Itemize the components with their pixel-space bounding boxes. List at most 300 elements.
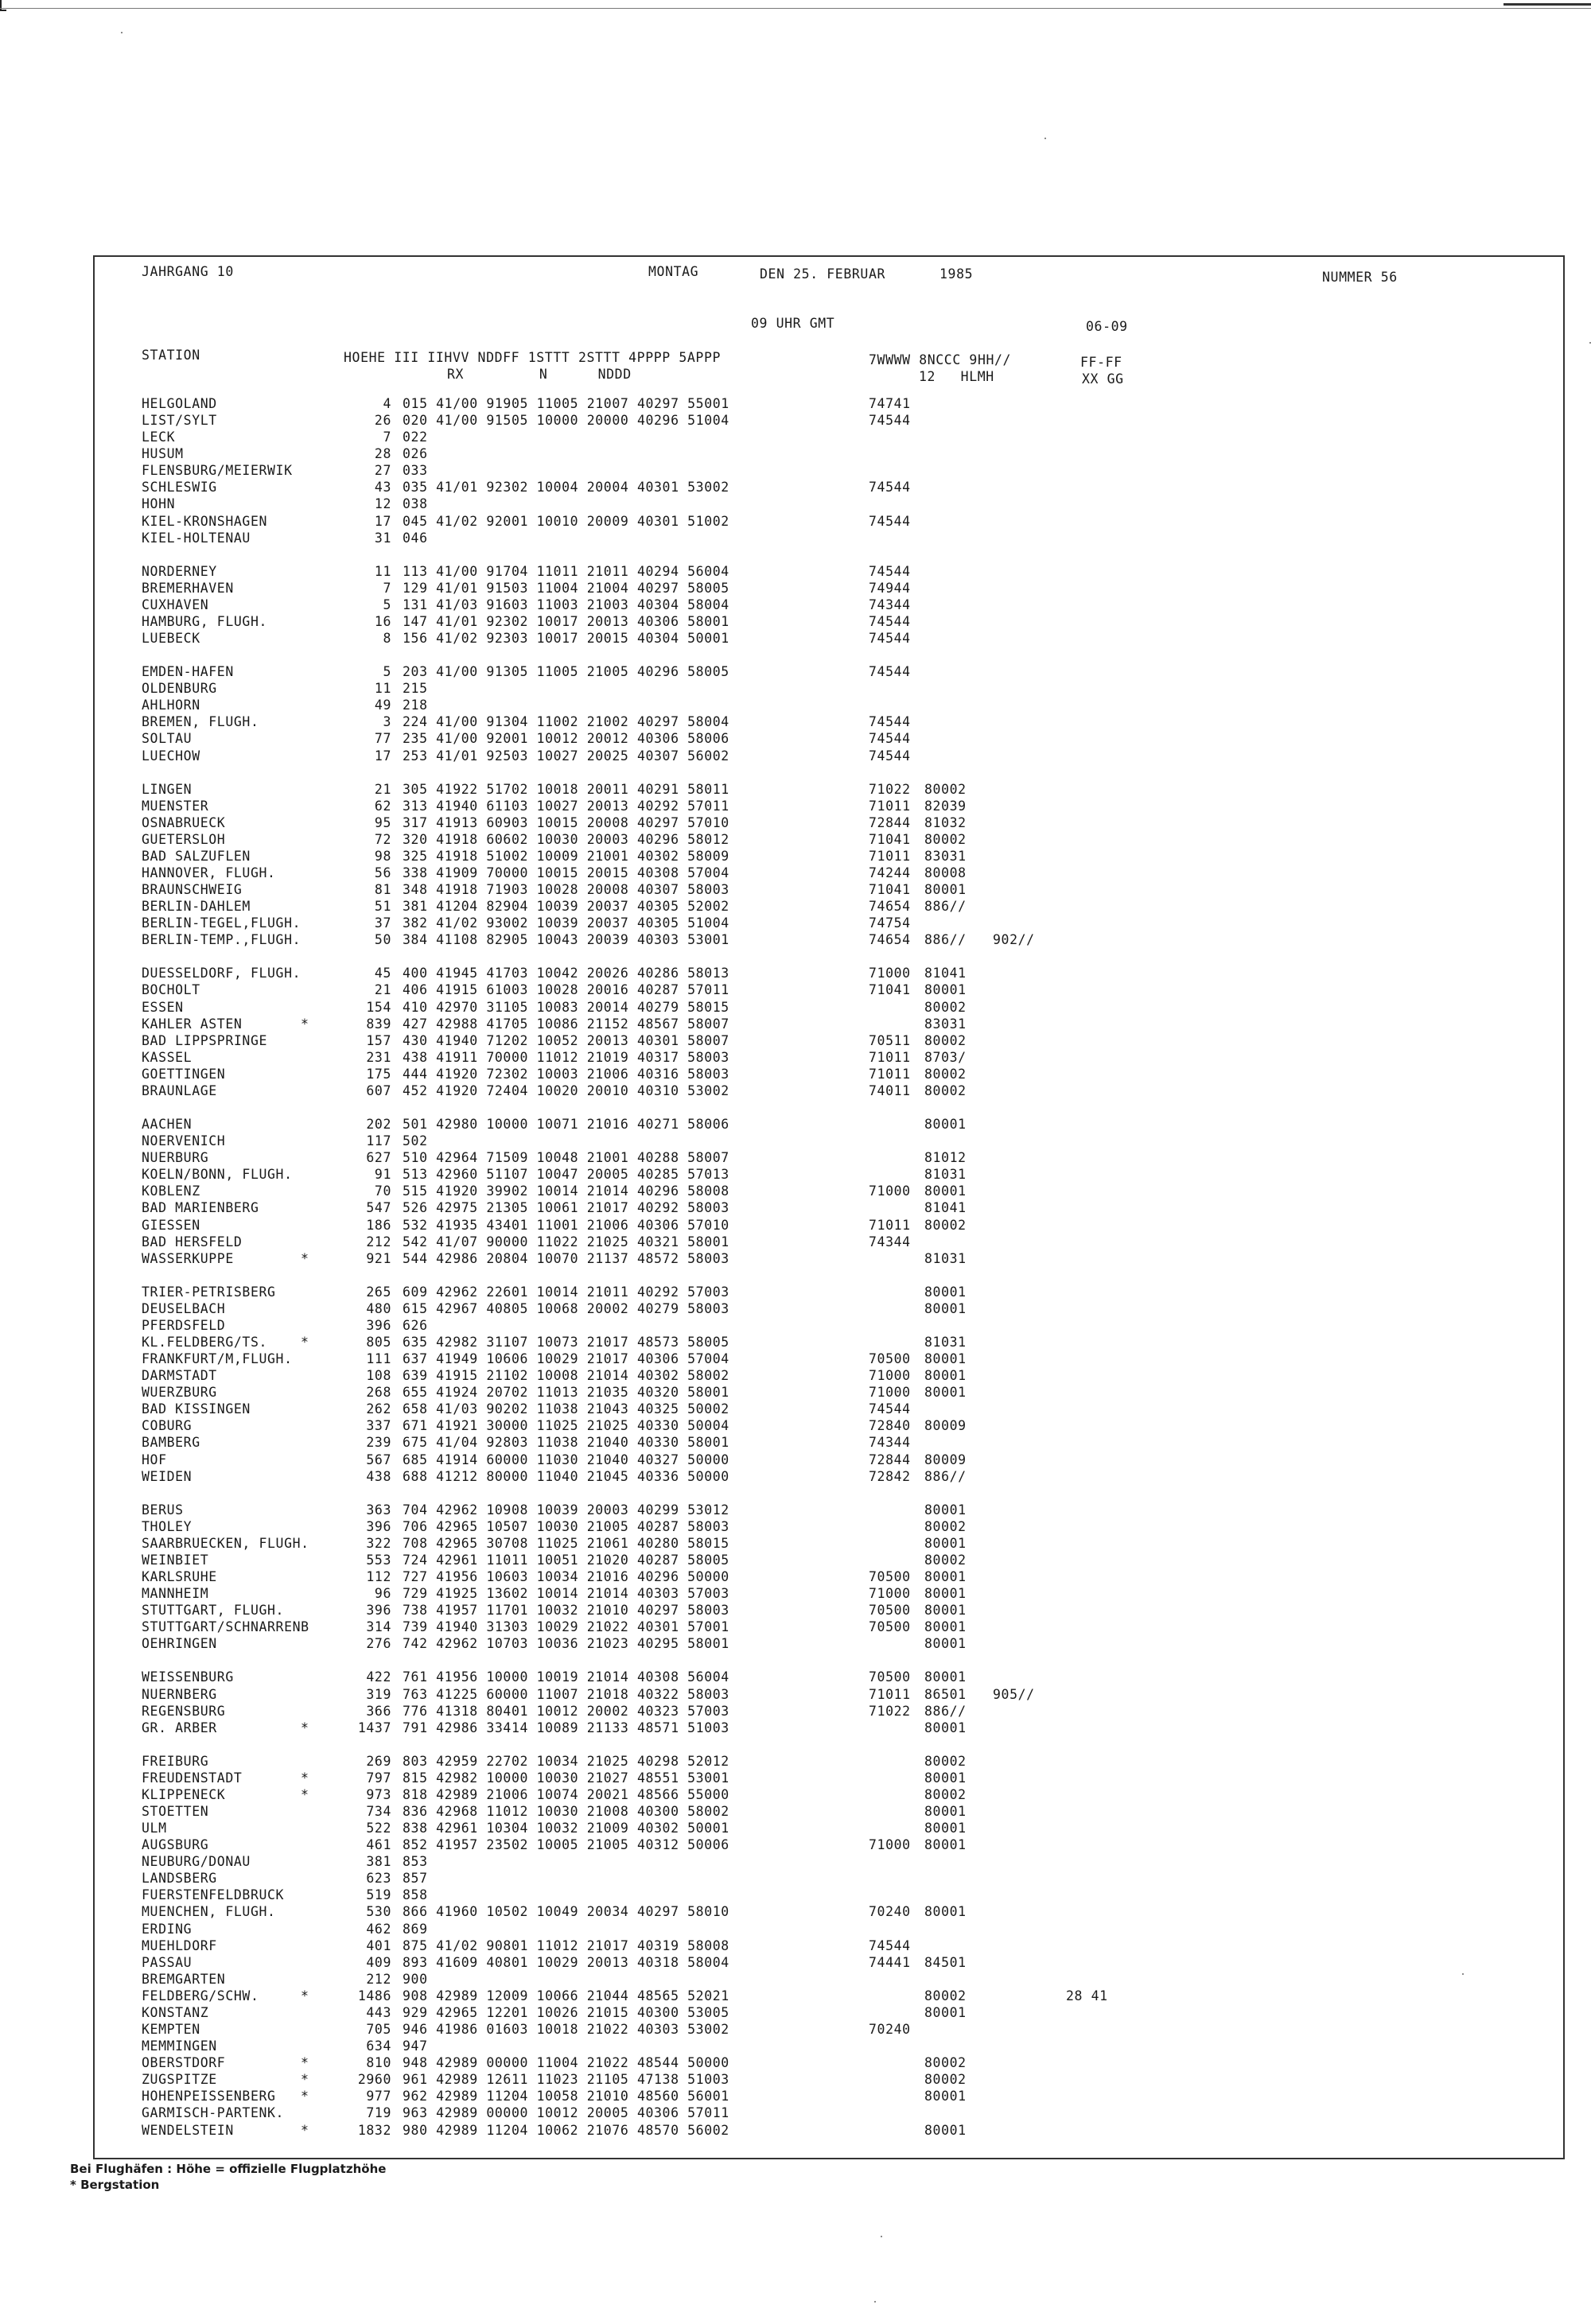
station-name: BAD LIPPSPRINGE (142, 1033, 268, 1048)
synop-groups: 502 (403, 1133, 428, 1148)
cloud-group: 80001 (924, 1720, 967, 1735)
station-name: PFERDSFELD (142, 1318, 226, 1333)
station-height: 797 (366, 1770, 391, 1786)
synop-groups: 609 42962 22601 10014 21011 40292 57003 (403, 1284, 729, 1300)
cloud-group: 8703/ (924, 1050, 967, 1065)
synop-groups: 382 41/02 93002 10039 20037 40305 51004 (403, 915, 729, 931)
weather-group: 70500 (869, 1569, 911, 1584)
table-row (0, 613, 1591, 630)
cloud-group: 80001 (924, 1904, 967, 1919)
station-name: SAARBRUECKEN, FLUGH. (142, 1536, 309, 1551)
cloud-group: 886// (924, 932, 967, 947)
station-name: REGENSBURG (142, 1704, 226, 1719)
mountain-station-marker: * (301, 2055, 309, 2070)
station-height: 607 (366, 1083, 391, 1098)
station-name: ESSEN (142, 1000, 184, 1015)
station-name: BERLIN-TEMP.,FLUGH. (142, 932, 301, 947)
weather-group: 71011 (869, 1218, 911, 1233)
synop-groups: 961 42989 12611 11023 21105 47138 51003 (403, 2072, 729, 2087)
cloud-group: 83031 (924, 1016, 967, 1032)
table-row (0, 1199, 1591, 1216)
table-row (0, 429, 1591, 445)
cloud-group: 80002 (924, 1000, 967, 1015)
synop-groups: 635 42982 31107 10073 21017 48573 58005 (403, 1335, 729, 1350)
station-height: 117 (366, 1133, 391, 1148)
synop-groups: 857 (403, 1871, 428, 1886)
station-height: 31 (374, 530, 391, 546)
table-row (0, 1317, 1591, 1334)
synop-groups: 639 41915 21102 10008 21014 40302 58002 (403, 1368, 729, 1383)
station-name: BERLIN-TEGEL,FLUGH. (142, 915, 301, 931)
station-height: 461 (366, 1837, 391, 1852)
station-height: 262 (366, 1401, 391, 1417)
synop-groups: 510 42964 71509 10048 21001 40288 58007 (403, 1150, 729, 1165)
station-name: LINGEN (142, 782, 193, 797)
column-header-wind-sub: XX GG (1082, 371, 1124, 387)
cloud-group: 80002 (924, 1754, 967, 1769)
table-row (0, 1217, 1591, 1234)
table-row (0, 1334, 1591, 1350)
station-name: STUTTGART/SCHNARRENB (142, 1619, 309, 1634)
cloud-group: 80001 (924, 1117, 967, 1132)
station-height: 56 (374, 865, 391, 880)
table-row (0, 814, 1591, 831)
table-row (0, 931, 1591, 948)
weather-group: 74011 (869, 1083, 911, 1098)
cloud-group: 82039 (924, 799, 967, 814)
synop-groups: 708 42965 30708 11025 21061 40280 58015 (403, 1536, 729, 1551)
weather-group: 74544 (869, 480, 911, 495)
station-name: HELGOLAND (142, 396, 217, 411)
cloud-group: 80001 (924, 1619, 967, 1634)
cloud-group: 80002 (924, 1787, 967, 1802)
station-name: HAMBURG, FLUGH. (142, 614, 268, 629)
station-name: FREIBURG (142, 1754, 209, 1769)
cloud-group: 80002 (924, 832, 967, 847)
table-row (0, 1585, 1591, 1602)
station-height: 734 (366, 1804, 391, 1819)
cloud-group: 80001 (924, 1636, 967, 1651)
station-height: 50 (374, 932, 391, 947)
station-height: 239 (366, 1435, 391, 1450)
station-height: 28 (374, 446, 391, 461)
weather-group: 74544 (869, 631, 911, 646)
page-top-edge-mark (1503, 3, 1591, 6)
station-height: 112 (366, 1569, 391, 1584)
cloud-group: 81012 (924, 1150, 967, 1165)
station-name: ZUGSPITZE (142, 2072, 217, 2087)
synop-groups: 020 41/00 91505 10000 20000 40296 51004 (403, 413, 729, 428)
table-row (0, 680, 1591, 697)
station-height: 623 (366, 1871, 391, 1886)
station-name: BREMERHAVEN (142, 581, 234, 596)
weather-group: 71011 (869, 1050, 911, 1065)
table-row (0, 1133, 1591, 1149)
table-row (0, 2054, 1591, 2071)
weather-group: 74544 (869, 731, 911, 746)
station-name: BREMGARTEN (142, 1972, 226, 1987)
station-name: CUXHAVEN (142, 597, 209, 612)
station-height: 17 (374, 514, 391, 529)
cloud-group: 80002 (924, 2072, 967, 2087)
cloud-group: 80001 (924, 1351, 967, 1366)
station-height: 381 (366, 1854, 391, 1869)
station-height: 805 (366, 1335, 391, 1350)
table-row (0, 1049, 1591, 1066)
station-height: 21 (374, 782, 391, 797)
cloud-group: 86501 (924, 1687, 967, 1702)
synop-groups: 235 41/00 92001 10012 20012 40306 58006 (403, 731, 729, 746)
synop-groups: 963 42989 00000 10012 20005 40306 57011 (403, 2105, 729, 2120)
station-name: LANDSBERG (142, 1871, 217, 1886)
station-height: 111 (366, 1351, 391, 1366)
table-row (0, 1602, 1591, 1619)
weather-group: 71022 (869, 782, 911, 797)
synop-groups: 438 41911 70000 11012 21019 40317 58003 (403, 1050, 729, 1065)
weather-group: 71011 (869, 849, 911, 864)
synop-groups: 542 41/07 90000 11022 21025 40321 58001 (403, 1234, 729, 1249)
cloud-group: 886// (924, 1704, 967, 1719)
cloud-group: 80001 (924, 1603, 967, 1618)
weather-group: 74544 (869, 514, 911, 529)
station-name: THOLEY (142, 1519, 193, 1534)
weather-group: 74544 (869, 564, 911, 579)
synop-groups: 818 42989 21006 10074 20021 48566 55000 (403, 1787, 729, 1802)
report-year: 1985 (939, 266, 974, 282)
synop-groups: 325 41918 51002 10009 21001 40302 58009 (403, 849, 729, 864)
cloud-group: 80001 (924, 1770, 967, 1786)
synop-groups: 761 41956 10000 10019 21014 40308 56004 (403, 1669, 729, 1685)
weather-group: 72840 (869, 1418, 911, 1433)
station-height: 977 (366, 2089, 391, 2104)
table-row (0, 479, 1591, 496)
station-height: 480 (366, 1301, 391, 1316)
station-name: WEISSENBURG (142, 1669, 234, 1685)
station-height: 11 (374, 681, 391, 696)
table-row (0, 2071, 1591, 2088)
station-name: KL.FELDBERG/TS. (142, 1335, 268, 1350)
station-height: 157 (366, 1033, 391, 1048)
station-height: 175 (366, 1067, 391, 1082)
scan-speck (874, 2301, 876, 2303)
station-name: LUECHOW (142, 748, 200, 764)
station-name: BAMBERG (142, 1435, 200, 1450)
station-height: 51 (374, 899, 391, 914)
station-name: BREMEN, FLUGH. (142, 714, 259, 729)
station-name: GR. ARBER (142, 1720, 217, 1735)
synop-groups: 962 42989 11204 10058 21010 48560 56001 (403, 2089, 729, 2104)
mountain-station-marker: * (301, 1787, 309, 1802)
station-name: STUTTGART, FLUGH. (142, 1603, 285, 1618)
weather-group: 74344 (869, 1234, 911, 1249)
table-row (0, 2122, 1591, 2139)
report-date: DEN 25. FEBRUAR (760, 266, 886, 282)
table-row (0, 1887, 1591, 1903)
synop-groups: 838 42961 10304 10032 21009 40302 50001 (403, 1821, 729, 1836)
table-row (0, 1635, 1591, 1652)
station-name: HANNOVER, FLUGH. (142, 865, 276, 880)
synop-groups: 739 41940 31303 10029 21022 40301 57001 (403, 1619, 729, 1634)
station-name: DUESSELDORF, FLUGH. (142, 966, 301, 981)
cloud-group: 80001 (924, 982, 967, 997)
station-name: KIEL-KRONSHAGEN (142, 514, 268, 529)
table-row (0, 1836, 1591, 1853)
station-height: 70 (374, 1183, 391, 1199)
station-name: KOELN/BONN, FLUGH. (142, 1167, 293, 1182)
synop-groups: 724 42961 11011 10051 21020 40287 58005 (403, 1553, 729, 1568)
station-name: KEMPTEN (142, 2022, 200, 2037)
table-row (0, 1367, 1591, 1384)
cloud-group: 80009 (924, 1418, 967, 1433)
weather-group: 71011 (869, 1067, 911, 1082)
synop-groups: 704 42962 10908 10039 20003 40299 53012 (403, 1502, 729, 1518)
station-name: BOCHOLT (142, 982, 200, 997)
table-row (0, 1082, 1591, 1099)
mountain-station-marker: * (301, 1770, 309, 1786)
station-height: 314 (366, 1619, 391, 1634)
station-name: DARMSTADT (142, 1368, 217, 1383)
station-name: LECK (142, 429, 176, 445)
synop-groups: 156 41/02 92303 10017 20015 40304 50001 (403, 631, 729, 646)
station-name: GIESSEN (142, 1218, 200, 1233)
station-height: 4 (383, 396, 391, 411)
station-height: 11 (374, 564, 391, 579)
table-row (0, 580, 1591, 597)
weather-group: 71000 (869, 1368, 911, 1383)
station-name: KLIPPENECK (142, 1787, 226, 1802)
table-row (0, 1870, 1591, 1887)
mountain-station-marker: * (301, 1251, 309, 1266)
station-name: TRIER-PETRISBERG (142, 1284, 276, 1300)
weather-group: 70500 (869, 1351, 911, 1366)
cloud-group: 80001 (924, 1586, 967, 1601)
table-row (0, 831, 1591, 848)
table-row (0, 1903, 1591, 1920)
synop-groups: 224 41/00 91304 11002 21002 40297 58004 (403, 714, 729, 729)
station-height: 269 (366, 1754, 391, 1769)
synop-groups: 203 41/00 91305 11005 21005 40296 58005 (403, 664, 729, 679)
station-height: 37 (374, 915, 391, 931)
station-name: GOETTINGEN (142, 1067, 226, 1082)
synop-groups: 858 (403, 1887, 428, 1902)
synop-groups: 035 41/01 92302 10004 20004 40301 53002 (403, 480, 729, 495)
station-height: 212 (366, 1234, 391, 1249)
weather-group: 71000 (869, 1385, 911, 1400)
cloud-group: 80002 (924, 1083, 967, 1098)
station-height: 27 (374, 463, 391, 478)
synop-groups: 637 41949 10606 10029 21017 40306 57004 (403, 1351, 729, 1366)
station-name: OLDENBURG (142, 681, 217, 696)
station-name: BRAUNSCHWEIG (142, 882, 243, 897)
station-name: MANNHEIM (142, 1586, 209, 1601)
station-height: 5 (383, 664, 391, 679)
station-name: COBURG (142, 1418, 193, 1433)
cloud-group: 80008 (924, 865, 967, 880)
synop-groups: 675 41/04 92803 11038 21040 40330 58001 (403, 1435, 729, 1450)
station-height: 3 (383, 714, 391, 729)
table-row (0, 2104, 1591, 2121)
weather-group: 74741 (869, 396, 911, 411)
cloud-group: 80001 (924, 1502, 967, 1518)
table-row (0, 2004, 1591, 2021)
cloud-group: 80001 (924, 2005, 967, 2020)
station-name: FELDBERG/SCHW. (142, 1988, 259, 2003)
cloud-group: 80001 (924, 1804, 967, 1819)
table-row (0, 1988, 1591, 2004)
table-row (0, 1066, 1591, 1082)
table-row (0, 798, 1591, 814)
station-name: BRAUNLAGE (142, 1083, 217, 1098)
table-row (0, 1350, 1591, 1367)
station-height: 443 (366, 2005, 391, 2020)
mountain-station-marker: * (301, 2072, 309, 2087)
synop-groups: 929 42965 12201 10026 21015 40300 53005 (403, 2005, 729, 2020)
weather-group: 74344 (869, 597, 911, 612)
cloud-group: 886// (924, 899, 967, 914)
station-name: NORDERNEY (142, 564, 217, 579)
synop-groups: 113 41/00 91704 11011 21011 40294 56004 (403, 564, 729, 579)
station-height: 462 (366, 1922, 391, 1937)
page-corner-mark (0, 0, 6, 11)
table-row (0, 1568, 1591, 1585)
station-name: FRANKFURT/M,FLUGH. (142, 1351, 293, 1366)
station-height: 81 (374, 882, 391, 897)
station-height: 839 (366, 1016, 391, 1032)
table-row (0, 730, 1591, 747)
station-name: ERDING (142, 1922, 193, 1937)
cloud-group: 886// (924, 1469, 967, 1484)
weather-group: 74441 (869, 1955, 911, 1970)
mountain-station-marker: * (301, 1720, 309, 1735)
synop-groups: 688 41212 80000 11040 21045 40336 50000 (403, 1469, 729, 1484)
table-row (0, 2088, 1591, 2104)
synop-groups: 836 42968 11012 10030 21008 40300 58002 (403, 1804, 729, 1819)
table-row (0, 781, 1591, 798)
station-name: BAD SALZUFLEN (142, 849, 251, 864)
station-name: WEINBIET (142, 1553, 209, 1568)
station-name: OEHRINGEN (142, 1636, 217, 1651)
synop-groups: 658 41/03 90202 11038 21043 40325 50002 (403, 1401, 729, 1417)
station-name: HOHN (142, 496, 176, 511)
extra-group: 902// (993, 932, 1035, 947)
station-name: AUGSBURG (142, 1837, 209, 1852)
weather-group: 70500 (869, 1669, 911, 1685)
mountain-station-marker: * (301, 2123, 309, 2138)
table-row (0, 1686, 1591, 1703)
station-height: 401 (366, 1938, 391, 1953)
station-height: 547 (366, 1200, 391, 1215)
synop-groups: 513 42960 51107 10047 20005 40285 57013 (403, 1167, 729, 1182)
cloud-group: 81031 (924, 1167, 967, 1182)
station-name: LUEBECK (142, 631, 200, 646)
mountain-station-marker: * (301, 2089, 309, 2104)
station-name: AACHEN (142, 1117, 193, 1132)
table-row (0, 748, 1591, 764)
synop-groups: 727 41956 10603 10034 21016 40296 50000 (403, 1569, 729, 1584)
synop-groups: 305 41922 51702 10018 20011 40291 58011 (403, 782, 729, 797)
synop-groups: 026 (403, 446, 428, 461)
weather-group: 71041 (869, 832, 911, 847)
synop-groups: 866 41960 10502 10049 20034 40297 58010 (403, 1904, 729, 1919)
table-row (0, 1016, 1591, 1032)
table-row (0, 1149, 1591, 1166)
station-height: 5 (383, 597, 391, 612)
cloud-group: 80001 (924, 1669, 967, 1685)
station-name: GARMISCH-PARTENK. (142, 2105, 285, 2120)
weather-group: 71000 (869, 1586, 911, 1601)
cloud-group: 80001 (924, 1569, 967, 1584)
station-height: 522 (366, 1821, 391, 1836)
station-height: 973 (366, 1787, 391, 1802)
station-name: SOLTAU (142, 731, 193, 746)
station-name: KARLSRUHE (142, 1569, 217, 1584)
table-row (0, 462, 1591, 479)
station-height: 396 (366, 1519, 391, 1534)
weekday: MONTAG (648, 264, 699, 279)
table-row (0, 1535, 1591, 1552)
column-header-weather-sub: 12 HLMH (919, 369, 994, 384)
weather-group: 74544 (869, 714, 911, 729)
station-height: 26 (374, 413, 391, 428)
station-height: 7 (383, 429, 391, 445)
table-row (0, 1720, 1591, 1736)
station-height: 276 (366, 1636, 391, 1651)
synop-groups: 742 42962 10703 10036 21023 40295 58001 (403, 1636, 729, 1651)
table-row (0, 697, 1591, 713)
synop-groups: 131 41/03 91603 11003 21003 40304 58004 (403, 597, 729, 612)
table-row (0, 2021, 1591, 2038)
table-row (0, 1753, 1591, 1770)
weather-group: 74654 (869, 899, 911, 914)
synop-groups: 852 41957 23502 10005 21005 40312 50006 (403, 1837, 729, 1852)
synop-groups: 218 (403, 698, 428, 713)
table-row (0, 1619, 1591, 1635)
extra-group: 905// (993, 1687, 1035, 1702)
cloud-group: 80002 (924, 1218, 967, 1233)
station-name: BAD KISSINGEN (142, 1401, 251, 1417)
station-name: KAHLER ASTEN (142, 1016, 243, 1032)
weather-group: 74544 (869, 748, 911, 764)
station-name: KIEL-HOLTENAU (142, 530, 251, 546)
station-name: DEUSELBACH (142, 1301, 226, 1316)
station-name: BERUS (142, 1502, 184, 1518)
table-row (0, 848, 1591, 865)
station-height: 553 (366, 1553, 391, 1568)
station-height: 337 (366, 1418, 391, 1433)
table-row (0, 2038, 1591, 2054)
table-row (0, 412, 1591, 429)
station-height: 17 (374, 748, 391, 764)
station-height: 519 (366, 1887, 391, 1902)
cloud-group: 80001 (924, 1284, 967, 1300)
synop-groups: 946 41986 01603 10018 21022 40303 53002 (403, 2022, 729, 2037)
station-height: 438 (366, 1469, 391, 1484)
synop-groups: 400 41945 41703 10042 20026 40286 58013 (403, 966, 729, 981)
weather-group: 70500 (869, 1619, 911, 1634)
table-row (0, 1971, 1591, 1988)
table-row (0, 445, 1591, 462)
footnote-mountain: * Bergstation (70, 2178, 160, 2192)
station-height: 7 (383, 581, 391, 596)
table-row (0, 1502, 1591, 1518)
table-row (0, 865, 1591, 881)
synop-groups: 853 (403, 1854, 428, 1869)
column-header-main-sub: RX N NDDD (447, 367, 632, 382)
station-height: 634 (366, 2038, 391, 2054)
station-name: HOHENPEISSENBERG (142, 2089, 276, 2104)
cloud-group: 80001 (924, 1536, 967, 1551)
table-row (0, 1300, 1591, 1317)
